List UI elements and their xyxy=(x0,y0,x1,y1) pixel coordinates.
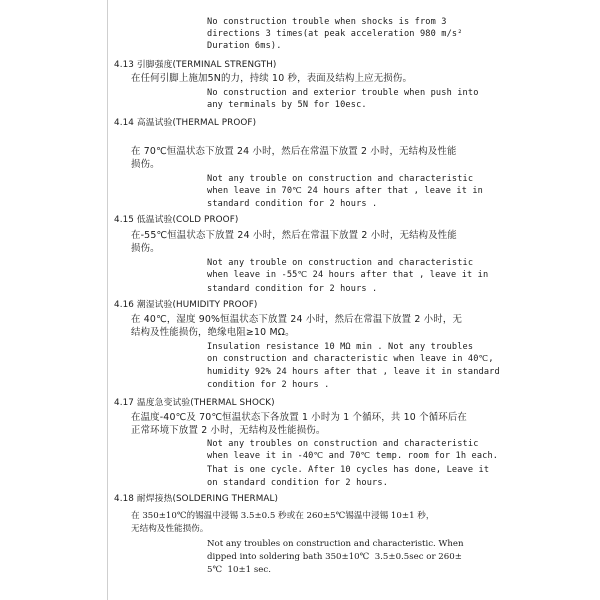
text-line: 5℃ 10±1 sec. xyxy=(207,565,271,575)
text-line: 在温度-40℃及 70℃恒温状态下各放置 1 小时为 1 个循环，共 10 个循环后在 xyxy=(131,412,467,423)
section-heading-4-16: 4.16 潮湿试验(HUMIDITY PROOF) xyxy=(114,300,258,310)
section-heading-4-14: 4.14 高温试验(THERMAL PROOF) xyxy=(114,118,257,128)
text-line: 在-55℃恒温状态下放置 24 小时，然后在常温下放置 2 小时，无结构及性能 xyxy=(131,230,457,241)
section-heading-4-13: 4.13 引脚强度(TERMINAL STRENGTH) xyxy=(114,60,277,70)
text-line: on standard condition for 2 hours. xyxy=(207,478,389,488)
text-line: No construction and exterior trouble when push into xyxy=(207,88,479,98)
text-line: dipped into soldering bath 350±10℃ 3.5±0.5sec or 260± xyxy=(207,552,462,562)
text-line: when leave it in -40℃ and 70℃ temp. room for 1h each. xyxy=(207,451,499,461)
text-line: No construction trouble when shocks is from 3 xyxy=(207,17,447,27)
text-line: 结构及性能损伤，绝缘电阻≥10 MΩ。 xyxy=(131,327,295,338)
text-line: standard condition for 2 hours . xyxy=(207,284,378,294)
text-line: directions 3 times(at peak acceleration 980 m/s² xyxy=(207,29,463,39)
text-line: condition for 2 hours . xyxy=(207,380,330,390)
text-line: Not any troubles on construction and characteristic. When xyxy=(207,539,464,549)
text-line: humidity 92% 24 hours after that , leave it in standard xyxy=(207,367,500,377)
text-line: when leave in 70℃ 24 hours after that , leave it in xyxy=(207,186,483,196)
text-line: when leave in -55℃ 24 hours after that , leave it in xyxy=(207,270,489,280)
text-line: 在任何引脚上施加5N的力，持续 10 秒，表面及结构上应无损伤。 xyxy=(131,73,413,84)
text-line: That is one cycle. After 10 cycles has done, Leave it xyxy=(207,465,490,475)
text-line: any terminals by 5N for 10esc. xyxy=(207,100,367,110)
text-line: 损伤。 xyxy=(131,159,160,170)
text-line: Not any trouble on construction and characteristic xyxy=(207,174,474,184)
text-line: 正常环境下放置 2 小时，无结构及性能损伤。 xyxy=(131,425,326,436)
text-line: Duration 6ms). xyxy=(207,41,282,51)
text-line: standard condition for 2 hours . xyxy=(207,199,378,209)
section-heading-4-17: 4.17 温度急变试验(THERMAL SHOCK) xyxy=(114,398,275,408)
text-line: 在 70℃恒温状态下放置 24 小时，然后在常温下放置 2 小时，无结构及性能 xyxy=(131,146,457,157)
text-line: Not any trouble on construction and characteristic xyxy=(207,258,474,268)
text-line: Insulation resistance 10 MΩ min . Not any troubles xyxy=(207,342,474,352)
text-line: on construction and characteristic when leave in 40℃, xyxy=(207,354,494,364)
text-line: Not any troubles on construction and characteristic xyxy=(207,439,479,449)
text-line: 无结构及性能损伤。 xyxy=(131,524,209,534)
section-heading-4-18: 4.18 耐焊接热(SOLDERING THERMAL) xyxy=(114,494,279,504)
section-heading-4-15: 4.15 低温试验(COLD PROOF) xyxy=(114,215,239,225)
text-line: 在 40℃，湿度 90%恒温状态下放置 24 小时，然后在常温下放置 2 小时，无 xyxy=(131,314,463,325)
text-line: 在 350±10℃的锡温中浸锡 3.5±0.5 秒或在 260±5℃锡温中浸锡 10±1 秒， xyxy=(131,511,435,521)
text-line: 损伤。 xyxy=(131,243,160,254)
